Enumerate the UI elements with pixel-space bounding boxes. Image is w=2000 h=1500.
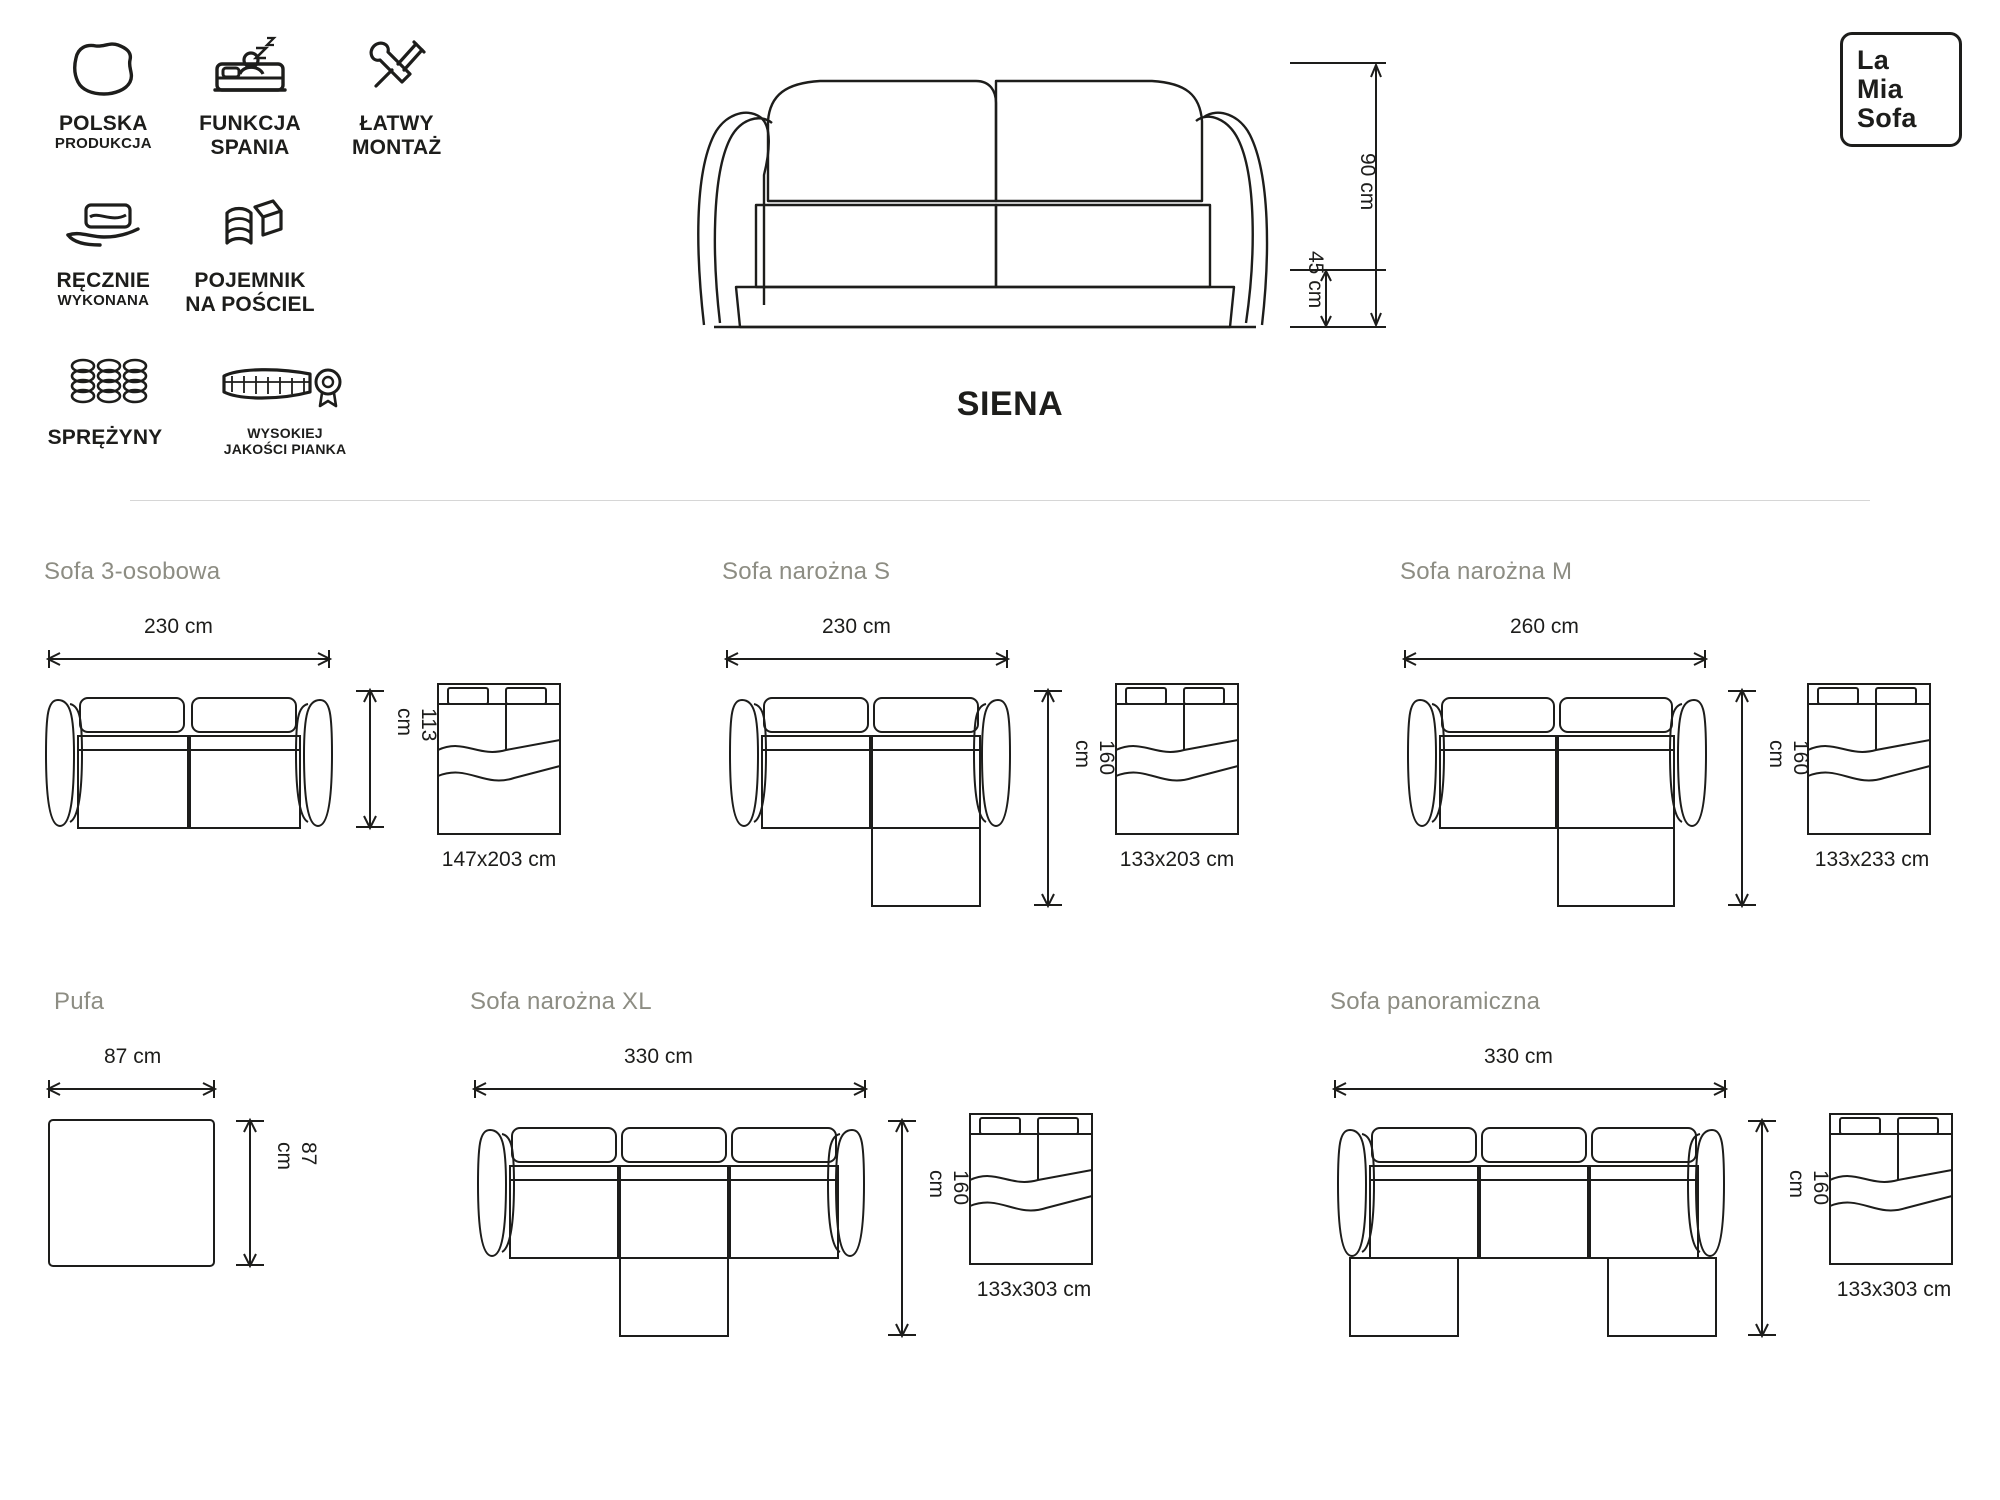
logo-line-1: La — [1857, 44, 1890, 75]
feature-sprezyny — [30, 334, 180, 457]
tools-icon — [362, 20, 432, 106]
feature-recznie-wykonana — [30, 177, 177, 316]
feature-pojemnik-na-posciel — [177, 177, 324, 316]
bedding-box-icon — [211, 177, 289, 263]
poland-map-icon — [66, 20, 140, 106]
feature-label: SPRĘŻYNY — [47, 426, 163, 450]
logo-line-2: Mia — [1857, 73, 1903, 104]
variant-bed-label: 133x233 cm — [1814, 848, 1930, 871]
hero-seat-height-label: 45 cm — [1304, 251, 1327, 309]
variant-sofa-narozna-xl — [470, 988, 1092, 1301]
variant-depth-label: 160 cm — [1071, 740, 1118, 776]
variant-depth-label: 113 cm — [393, 708, 440, 742]
variant-width-label: 87 cm — [104, 1045, 162, 1068]
variant-pufa — [54, 988, 414, 1170]
feature-label: POJEMNIK NA POŚCIEL — [185, 269, 315, 316]
feature-label: POLSKA PRODUKCJA — [54, 112, 152, 152]
variant-bed-label: 133x303 cm — [976, 1278, 1092, 1301]
hero-height-label: 90 cm — [1356, 153, 1379, 211]
feature-label: ŁATWY MONTAŻ — [351, 112, 442, 159]
springs-icon — [57, 334, 153, 420]
variant-title: Sofa 3-osobowa — [44, 558, 221, 585]
foam-quality-icon — [210, 334, 360, 420]
variant-depth-label: 160 cm — [925, 1170, 972, 1206]
variant-title: Sofa panoramiczna — [1330, 988, 1541, 1015]
feature-row-1 — [30, 20, 470, 159]
feature-label: RĘCZNIE WYKONANA — [56, 269, 151, 309]
feature-polska-produkcja — [30, 20, 177, 159]
feature-wysokiej-jakosci-pianka — [180, 334, 390, 457]
variant-depth-label: 87 cm — [273, 1142, 320, 1170]
product-name: SIENA — [956, 385, 1064, 423]
variant-title: Sofa narożna S — [722, 558, 891, 585]
variant-title: Sofa narożna XL — [470, 988, 652, 1015]
feature-row-2 — [30, 177, 470, 316]
variant-bed-label: 133x203 cm — [1119, 848, 1235, 871]
section-divider — [130, 500, 1870, 501]
variant-width-label: 260 cm — [1510, 615, 1579, 638]
variant-depth-label: 160 cm — [1785, 1170, 1832, 1206]
variant-bed-label: 147x203 cm — [441, 848, 557, 871]
feature-row-3 — [30, 334, 470, 457]
feature-label: FUNKCJA SPANIA — [199, 112, 301, 159]
feature-latwy-montaz — [323, 20, 470, 159]
hand-craft-icon — [60, 177, 146, 263]
sleeping-person-icon — [207, 20, 293, 106]
variant-width-label: 230 cm — [822, 615, 891, 638]
variant-sofa-narozna-s — [722, 558, 1322, 871]
variant-title: Sofa narożna M — [1400, 558, 1573, 585]
variant-title: Pufa — [54, 988, 105, 1015]
variant-sofa-panoramiczna — [1330, 988, 1990, 1301]
hero-sofa-illustration — [690, 55, 1379, 345]
variant-sofa-3-osobowa — [44, 558, 644, 871]
feature-label: WYSOKIEJ JAKOŚCI PIANKA — [223, 425, 347, 457]
feature-funkcja-spania — [177, 20, 324, 159]
variant-bed-label: 133x303 cm — [1836, 1278, 1952, 1301]
variant-sofa-narozna-m — [1400, 558, 2000, 871]
variant-width-label: 230 cm — [144, 615, 213, 638]
feature-badges — [30, 20, 470, 457]
logo-line-3: Sofa — [1857, 103, 1917, 134]
variant-width-label: 330 cm — [1484, 1045, 1553, 1068]
brand-logo — [1840, 32, 1962, 147]
variant-depth-label: 160 cm — [1765, 740, 1812, 776]
variant-width-label: 330 cm — [624, 1045, 693, 1068]
